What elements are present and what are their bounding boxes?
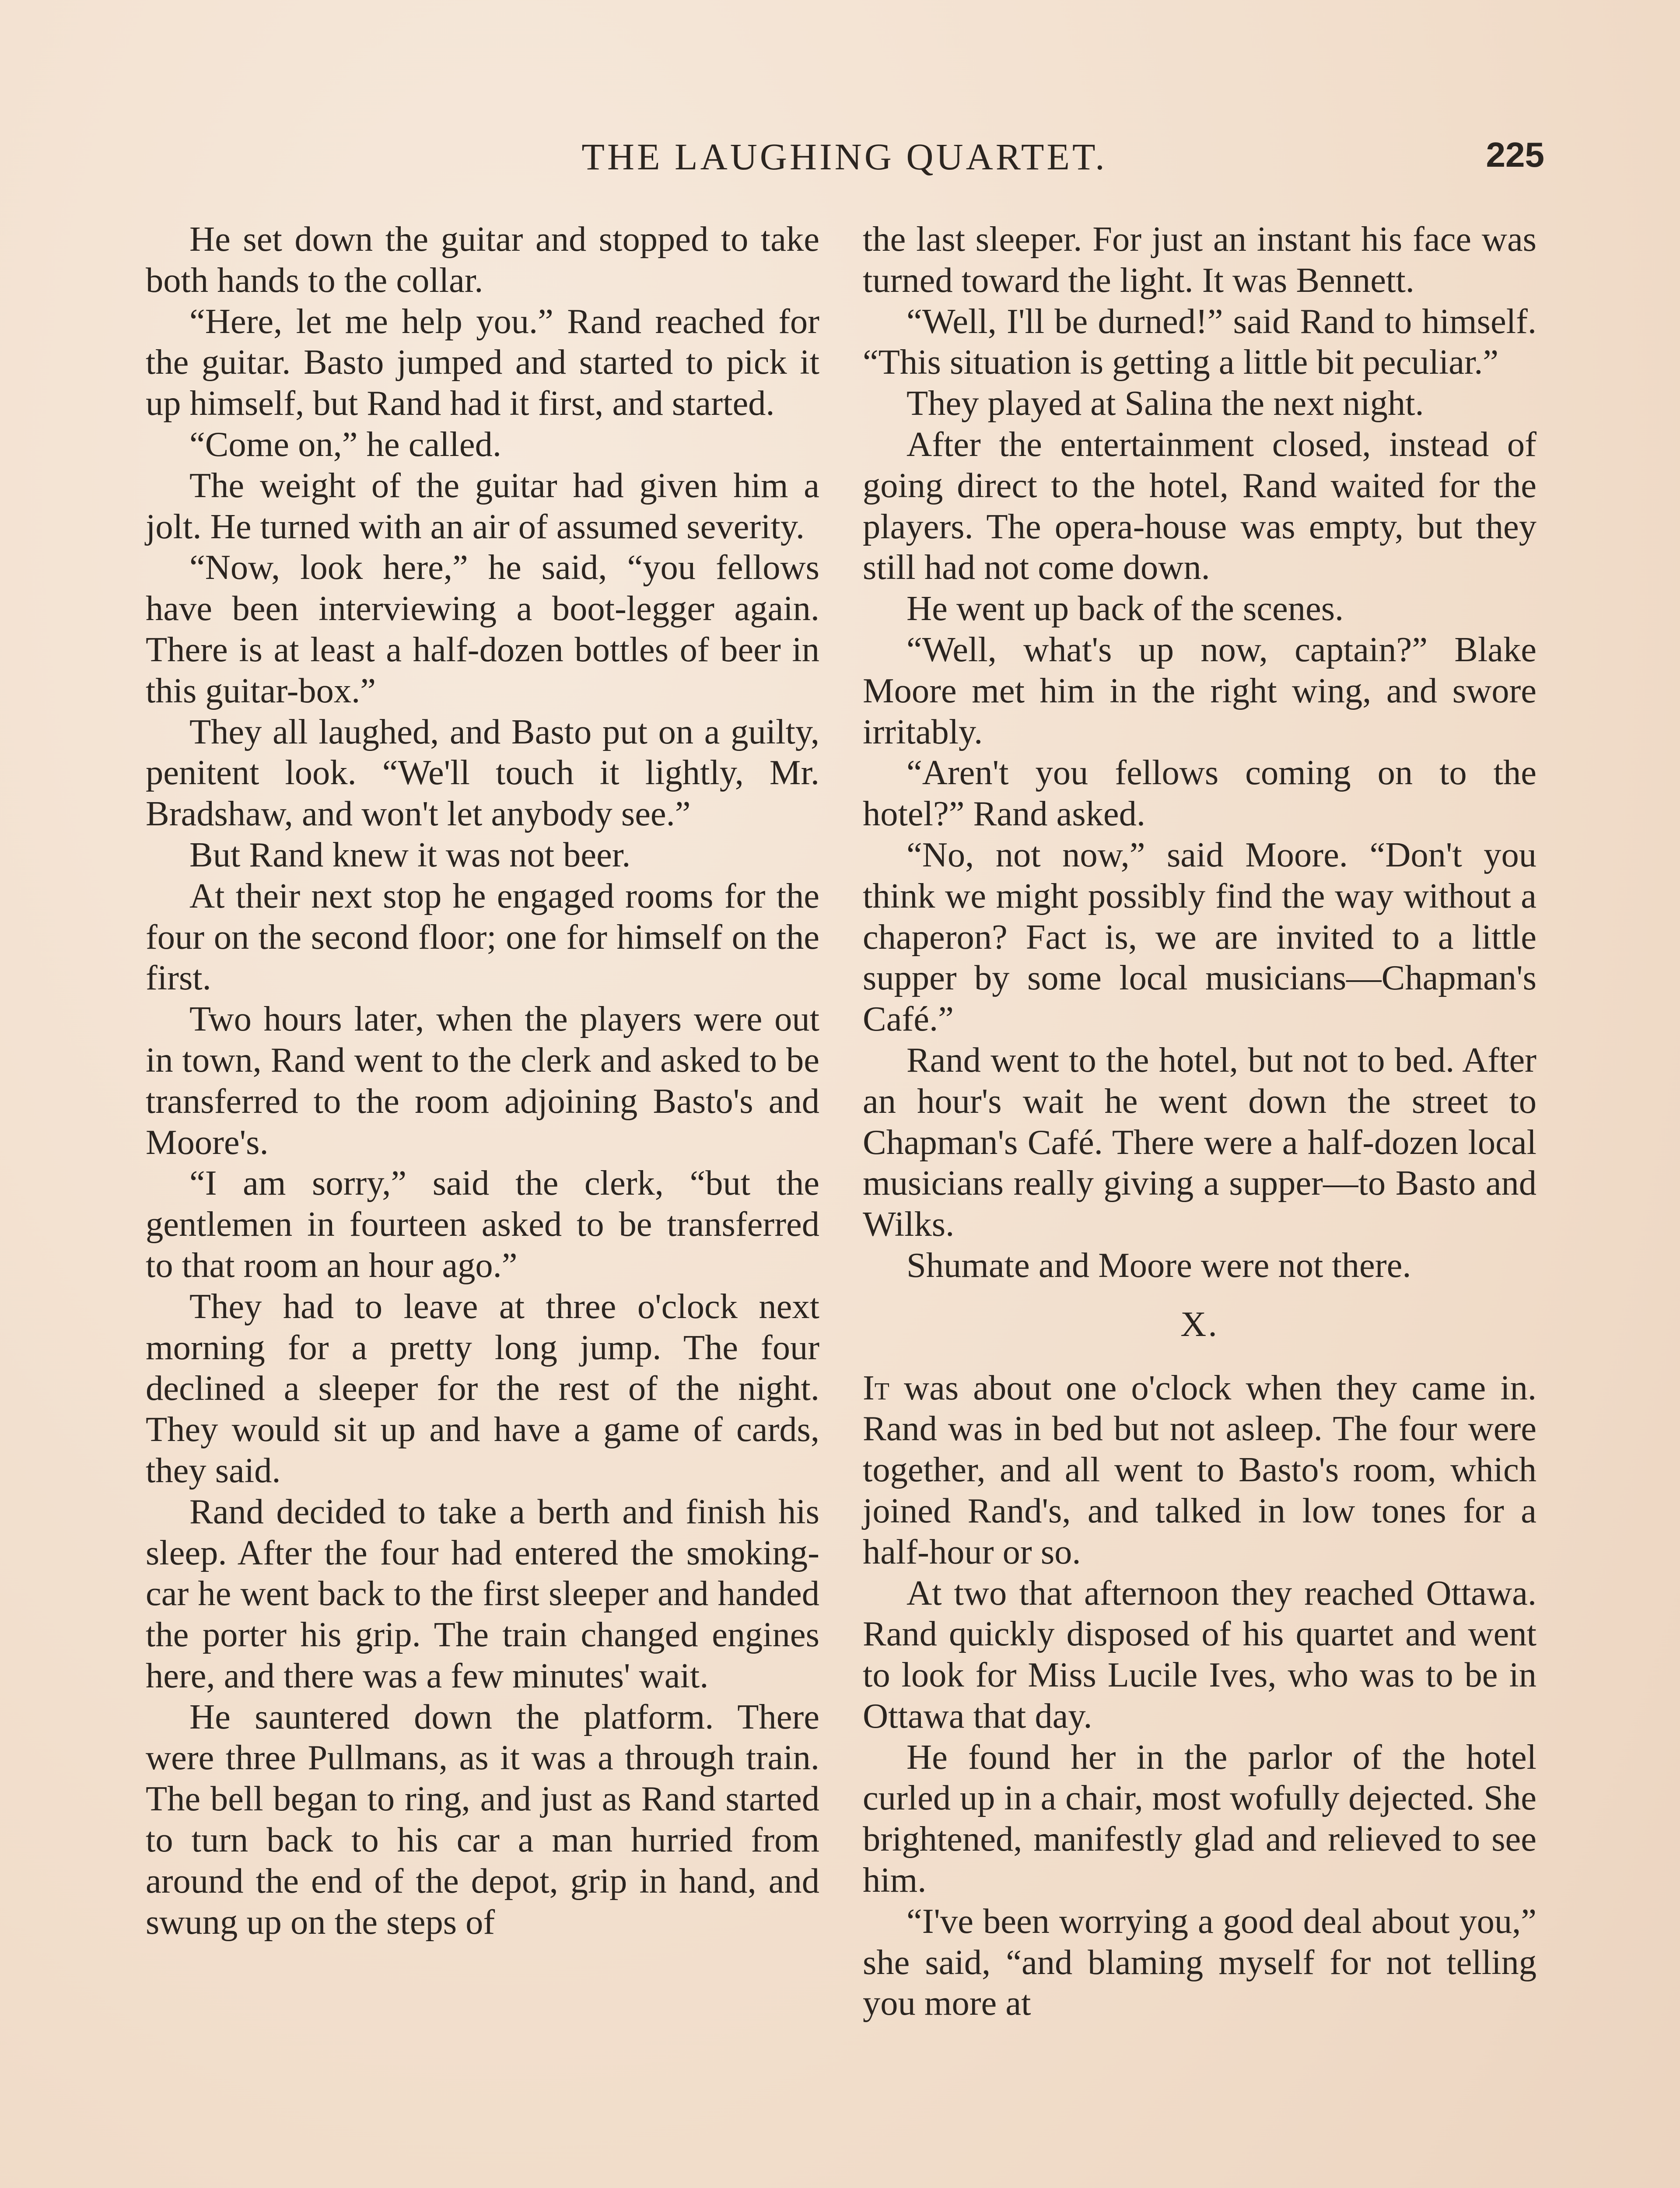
paragraph: Shumate and Moore were not there.: [906, 1245, 1411, 1285]
paragraph: They had to leave at three o'clock next morning for a pretty long jump. The four declined a sleeper for the rest of the night. They would sit up and have a game of cards, they said.: [146, 1287, 819, 1490]
chapter-heading: X.: [1180, 1304, 1219, 1344]
paragraph: “Well, what's up now, captain?” Blake Moore met him in the right wing, and swore irritably.: [863, 630, 1536, 751]
page-number: 225: [1486, 135, 1544, 174]
left-column: [146, 219, 819, 1943]
paragraph: “I've been worrying a good deal about you,” she said, “and blaming myself for not telling you more at: [863, 1901, 1536, 2023]
paragraph: But Rand knew it was not beer.: [189, 835, 631, 874]
paragraph: After the entertainment closed, instead of going direct to the hotel, Rand waited for the players. The opera-house was empty, but they still had not come down.: [863, 424, 1536, 587]
paragraph: “Here, let me help you.” Rand reached for the guitar. Basto jumped and started to pick it up himself, but Rand had it first, and started.: [146, 302, 819, 423]
page-header: [144, 131, 1544, 184]
paragraph: “Come on,” he called.: [189, 424, 502, 464]
drop-word: It: [863, 1368, 890, 1407]
paragraph: “Aren't you fellows coming on to the hotel?” Rand asked.: [863, 753, 1536, 834]
paragraph: At their next stop he engaged rooms for the four on the second floor; one for himself on the first.: [146, 876, 819, 998]
paragraph: the last sleeper. For just an instant his face was turned toward the light. It was Bennett.: [863, 220, 1536, 300]
paragraph: Two hours later, when the players were out in town, Rand went to the clerk and asked to be transferred to the room adjoining Basto's and Moore's.: [146, 999, 819, 1162]
paragraph: Rand decided to take a berth and finish his sleep. After the four had entered the smoking-car he went back to the first sleeper and handed the porter his grip. The train changed engines here, and there was a few minutes' wait.: [146, 1492, 819, 1695]
right-column: [863, 219, 1536, 2024]
paragraph: At two that afternoon they reached Ottawa. Rand quickly disposed of his quartet and went to look for Miss Lucile Ives, who was to be in Ottawa that day.: [863, 1573, 1536, 1736]
paragraph: “No, not now,” said Moore. “Don't you think we might possibly find the way without a chaperon? Fact is, we are invited to a little supper by some local musicians—Chapman's Café.”: [863, 835, 1536, 1039]
running-title: THE LAUGHING QUARTET.: [581, 136, 1107, 178]
paragraph: “Now, look here,” he said, “you fellows have been interviewing a boot-legger again. There is at least a half-dozen bottles of beer in this guitar-box.”: [146, 548, 819, 710]
paragraph: “Well, I'll be durned!” said Rand to himself. “This situation is getting a little bit peculiar.”: [863, 302, 1536, 382]
paragraph-text: was about one o'clock when they came in. Rand was in bed but not asleep. The four were together, and all went to Basto's room, which joined Rand's, and talked in low tones for a half-hour or so.: [863, 1368, 1536, 1571]
paragraph: Rand went to the hotel, but not to bed. After an hour's wait he went down the street to Chapman's Café. There were a half-dozen local musicians really giving a supper—to Basto and Wilks.: [863, 1040, 1536, 1244]
section-first-paragraph: [863, 1368, 1536, 1573]
paragraph: He went up back of the scenes.: [906, 589, 1344, 628]
paragraph: They played at Salina the next night.: [906, 384, 1424, 423]
paragraph: “I am sorry,” said the clerk, “but the gentlemen in fourteen asked to be transferred to that room an hour ago.”: [146, 1164, 819, 1285]
paragraph: He set down the guitar and stopped to take both hands to the collar.: [146, 220, 819, 300]
paragraph: He found her in the parlor of the hotel curled up in a chair, most wofully dejected. She brightened, manifestly glad and relieved to see him.: [863, 1737, 1536, 1900]
paragraph: The weight of the guitar had given him a jolt. He turned with an air of assumed severity.: [146, 466, 819, 546]
paragraph: He sauntered down the platform. There were three Pullmans, as it was a through train. The bell began to ring, and just as Rand started to turn back to his car a man hurried from around the end of the depot, grip in hand, and swung up on the steps of: [146, 1697, 819, 1942]
paragraph: They all laughed, and Basto put on a guilty, penitent look. “We'll touch it lightly, Mr. Bradshaw, and won't let anybody see.”: [146, 712, 819, 834]
